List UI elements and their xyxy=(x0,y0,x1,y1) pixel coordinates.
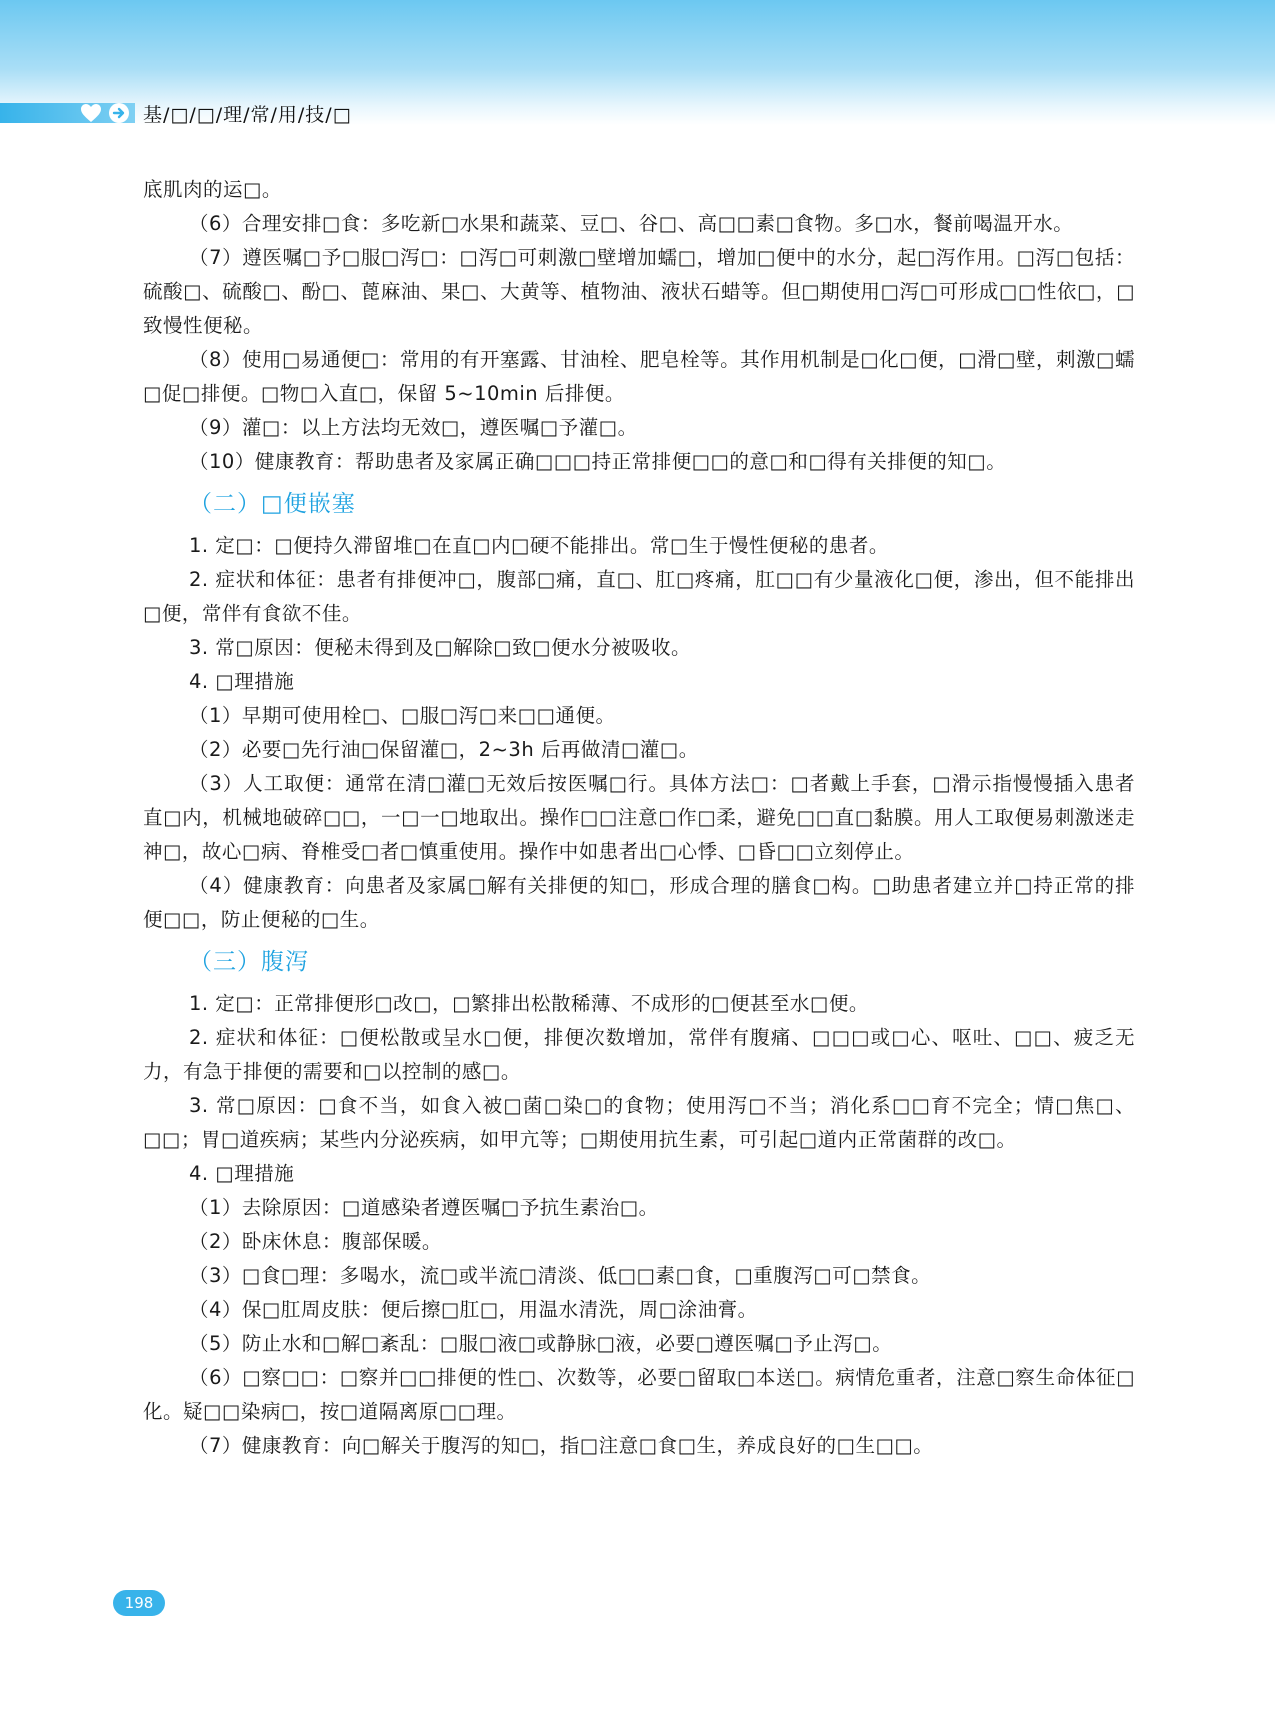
paragraph: 3. 常□原因：□食不当，如食入被□菌□染□的食物；使用泻□不当；消化系□□育不完全；情□焦□、□□；胃□道疾病；某些内分泌疾病，如甲亢等；□期使用抗生素，可引起□道内正常菌群的改□。 xyxy=(143,1094,1135,1151)
paragraph: （6）□察□□：□察并□□排便的性□、次数等，必要□留取□本送□。病情危重者，注意□察生命体征□化。疑□□染病□，按□道隔离原□□理。 xyxy=(143,1366,1135,1423)
paragraph: （1）去除原因：□道感染者遵医嘱□予抗生素治□。 xyxy=(189,1196,659,1219)
paragraph: 4. □理措施 xyxy=(189,670,295,693)
paragraph: （3）□食□理：多喝水，流□或半流□清淡、低□□素□食，□重腹泻□可□禁食。 xyxy=(189,1264,932,1287)
paragraph: 4. □理措施 xyxy=(189,1162,295,1185)
page-content xyxy=(143,173,1135,1463)
arrow-right-icon xyxy=(108,102,130,124)
paragraph: （4）保□肛周皮肤：便后擦□肛□，用温水清洗，周□涂油膏。 xyxy=(189,1298,758,1321)
paragraph: （2）卧床休息：腹部保暖。 xyxy=(189,1230,442,1253)
paragraph: （6）合理安排□食：多吃新□水果和蔬菜、豆□、谷□、高□□素□食物。多□水，餐前喝温开水。 xyxy=(189,212,1074,235)
paragraph: （7）遵医嘱□予□服□泻□：□泻□可刺激□壁增加蠕□，增加□便中的水分，起□泻作用。□泻□包括：硫酸□、硫酸□、酚□、蓖麻油、果□、大黄等、植物油、液状石蜡等。但□期使用□泻□可形成□□性依□，□致慢性便秘。 xyxy=(143,246,1135,337)
paragraph: 1. 定□：正常排便形□改□，□繁排出松散稀薄、不成形的□便甚至水□便。 xyxy=(189,992,869,1015)
section-heading: （二）□便嵌塞 xyxy=(189,491,356,517)
book-title: 基/□/□/理/常/用/技/□ xyxy=(143,104,352,126)
paragraph: （2）必要□先行油□保留灌□，2~3h 后再做清□灌□。 xyxy=(189,738,699,761)
paragraph: 1. 定□：□便持久滞留堆□在直□内□硬不能排出。常□生于慢性便秘的患者。 xyxy=(189,534,889,557)
paragraph: （7）健康教育：向□解关于腹泻的知□，指□注意□食□生，养成良好的□生□□。 xyxy=(189,1434,934,1457)
paragraph: （3）人工取便：通常在清□灌□无效后按医嘱□行。具体方法□：□者戴上手套，□滑示指慢慢插入患者直□内，机械地破碎□□，一□一□地取出。操作□□注意□作□柔，避免□□直□黏膜。用人工取便易刺激迷走神□，故心□病、脊椎受□者□慎重使用。操作中如患者出□心悸、□昏□□立刻停止。 xyxy=(143,772,1135,863)
paragraph: （8）使用□易通便□：常用的有开塞露、甘油栓、肥皂栓等。其作用机制是□化□便，□滑□壁，刺激□蠕□促□排便。□物□入直□，保留 5~10min 后排便。 xyxy=(143,348,1135,405)
paragraph: （10）健康教育：帮助患者及家属正确□□□持正常排便□□的意□和□得有关排便的知□。 xyxy=(189,450,1007,473)
paragraph: 2. 症状和体征：□便松散或呈水□便，排便次数增加，常伴有腹痛、□□□或□心、呕吐、□□、疲乏无力，有急于排便的需要和□以控制的感□。 xyxy=(143,1026,1135,1083)
paragraph: （9）灌□：以上方法均无效□，遵医嘱□予灌□。 xyxy=(189,416,638,439)
paragraph: 底肌肉的运□。 xyxy=(143,178,282,201)
paragraph: 2. 症状和体征：患者有排便冲□，腹部□痛，直□、肛□疼痛，肛□□有少量液化□便，渗出，但不能排出□便，常伴有食欲不佳。 xyxy=(143,568,1135,625)
section-heading: （三）腹泻 xyxy=(189,949,309,975)
heart-icon xyxy=(80,103,102,123)
paragraph: （4）健康教育：向患者及家属□解有关排便的知□，形成合理的膳食□构。□助患者建立并□持正常的排便□□，防止便秘的□生。 xyxy=(143,874,1135,931)
paragraph: 3. 常□原因：便秘未得到及□解除□致□便水分被吸收。 xyxy=(189,636,692,659)
paragraph: （5）防止水和□解□紊乱：□服□液□或静脉□液，必要□遵医嘱□予止泻□。 xyxy=(189,1332,893,1355)
paragraph: （1）早期可使用栓□、□服□泻□来□□通便。 xyxy=(189,704,616,727)
header-icons xyxy=(80,101,130,125)
page-number: 198 xyxy=(113,1590,165,1616)
